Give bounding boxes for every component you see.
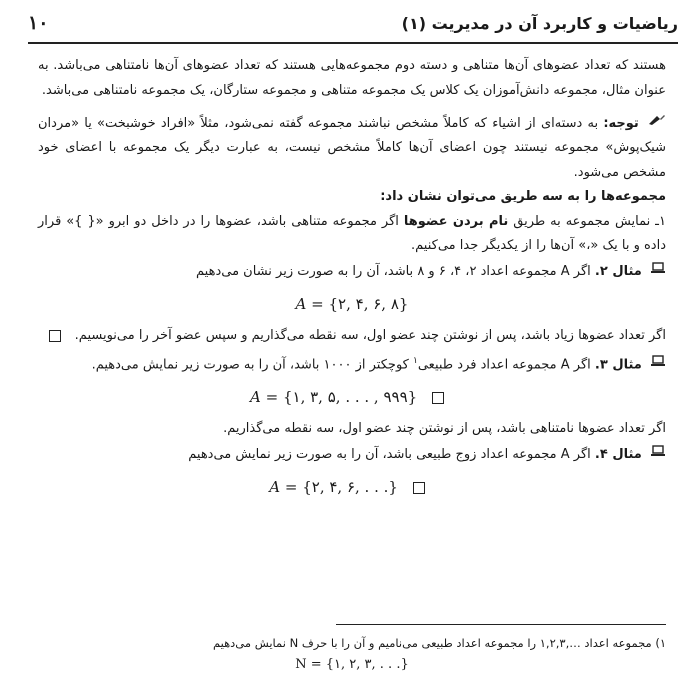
formula-2-var: A xyxy=(250,388,261,407)
laptop-icon xyxy=(650,259,666,284)
formula-3-rhs: = {۲, ۴, ۶, . . .} xyxy=(284,478,398,497)
page-header xyxy=(28,8,678,44)
item-1-bold: نام بردن عضوها xyxy=(403,213,509,229)
section-heading: مجموعه‌ها را به سه طریق می‌توان نشان داد: xyxy=(380,189,666,205)
paragraph-finite-infinite: هستند که تعداد عضوهای آن‌ها متناهی و دسته دوم مجموعه‌هایی هستند که تعداد عضوهای آن‌ها نامتناهی می‌باشد. به عنوان مثال، مجموعه دانش‌آموزان یک کلاس یک مجموعه متناهی و مجموعه ستارگان، یک مجموعه نامتناهی می‌باشد. xyxy=(38,58,666,98)
page-number: ۱۰ xyxy=(28,12,49,34)
example-4-label: مثال ۴. xyxy=(594,446,642,462)
formula-1-rhs: = {۲, ۴, ۶, ۸} xyxy=(311,295,409,313)
pencil-note-icon xyxy=(648,111,666,136)
paragraph-many-members xyxy=(38,324,666,349)
formula-odd-set xyxy=(38,383,666,411)
running-title: ریاضیات و کاربرد آن در مدیریت (۱) xyxy=(401,14,678,33)
footnote-formula: N = {۱, ۲, ۳, . . .} xyxy=(295,657,409,672)
footnote-marker: ۱ xyxy=(413,355,418,366)
laptop-icon xyxy=(650,352,666,377)
footnote xyxy=(38,632,666,676)
paragraph-many-text: اگر تعداد عضوها زیاد باشد، پس از نوشتن چند عضو اول، سه نقطه می‌گذاریم و سپس عضو آخر را می‌نویسیم. xyxy=(74,328,666,343)
end-of-proof-square xyxy=(413,482,425,494)
note-paragraph xyxy=(38,111,666,185)
example-3-text-a: اگر A مجموعه اعداد فرد طبیعی xyxy=(417,356,591,372)
example-3 xyxy=(38,349,666,378)
footnote-text: ۱) مجموعه اعداد …,۱,۲,۳ را مجموعه اعداد طبیعی می‌نامیم و آن را با حرف N نمایش می‌دهیم xyxy=(212,636,666,650)
example-3-label: مثال ۳. xyxy=(594,356,642,372)
example-2-label: مثال ۲. xyxy=(594,263,642,279)
note-label: توجه: xyxy=(603,115,639,131)
formula-2-rhs: = {۱, ۳, ۵, . . . , ۹۹۹} xyxy=(265,388,418,407)
item-1-text: اگر مجموعه متناهی باشد، عضوها را در داخل دو ابرو «{ }» قرار داده و با یک «،» آن‌ها را از یکدیگر جدا می‌کنیم. xyxy=(38,213,666,254)
example-2 xyxy=(38,259,666,284)
example-2-text: اگر A مجموعه اعداد ۲، ۴، ۶ و ۸ باشد، آن را به صورت زیر نشان می‌دهیم xyxy=(196,263,591,279)
item-1-prefix: ۱ـ نمایش مجموعه به طریق xyxy=(513,213,666,229)
formula-even-set xyxy=(38,290,666,318)
note-text: به دسته‌ای از اشیاء که کاملاً مشخص نباشند مجموعه گفته نمی‌شود، مثلاً «افراد خوشبخت» یا «مردان شیک‌پوش» مجموعه نیستند چون اعضای آن‌ها کاملاً مشخص نیست، به عبارت دیگر یک مجموعه با اعضای خود مشخص می‌شود. xyxy=(38,115,666,180)
formula-even-infinite-set xyxy=(38,473,666,501)
example-4-text: اگر A مجموعه اعداد زوج طبیعی باشد، آن را به صورت زیر نمایش می‌دهیم xyxy=(188,446,591,462)
page-body xyxy=(38,54,666,507)
footnote-divider xyxy=(336,624,666,625)
end-of-proof-square xyxy=(49,330,61,342)
example-3-text-b: کوچکتر از ۱۰۰۰ باشد، آن را به صورت زیر نمایش می‌دهیم. xyxy=(91,356,409,372)
item-1 xyxy=(38,210,666,259)
end-of-proof-square xyxy=(432,392,444,404)
example-4 xyxy=(38,442,666,467)
formula-1-var: A xyxy=(295,295,307,313)
laptop-icon xyxy=(650,442,666,467)
paragraph-infinite: اگر تعداد عضوها نامتناهی باشد، پس از نوشتن چند عضو اول، سه نقطه می‌گذاریم. xyxy=(223,421,666,437)
formula-3-var: A xyxy=(269,478,281,497)
